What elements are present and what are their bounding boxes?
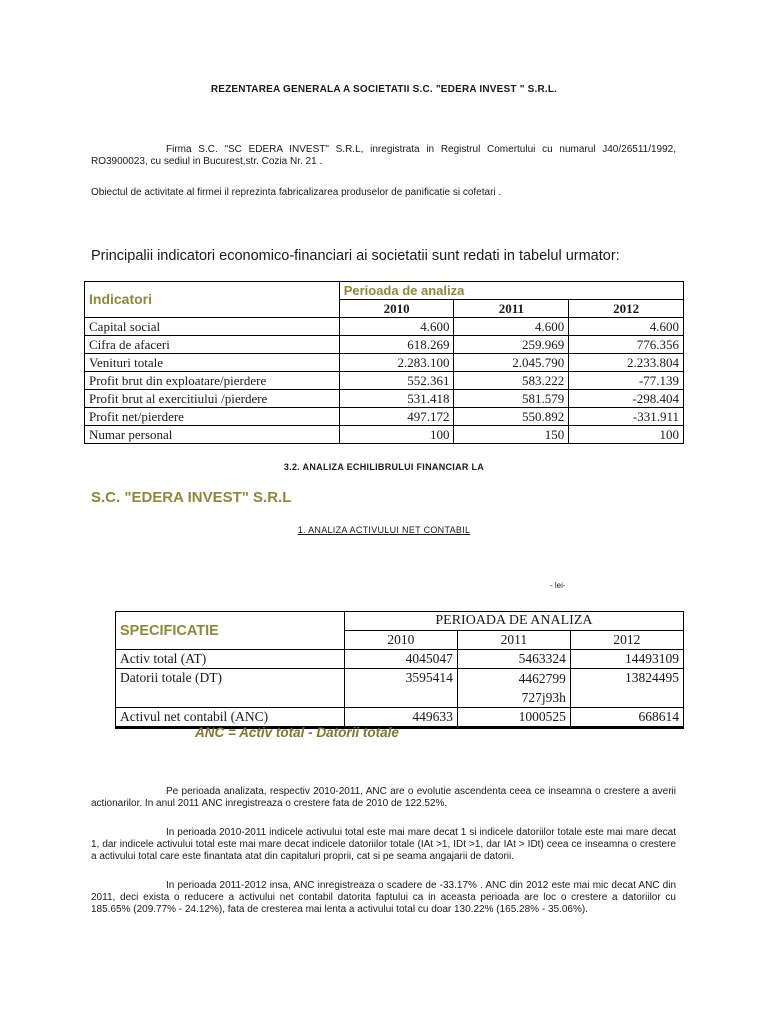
cell-value: 3595414 [344,669,457,708]
cell-value: 14493109 [570,650,683,669]
cell-value: -77.139 [569,372,684,390]
cell-value: 2.283.100 [339,354,454,372]
cell-value: 550.892 [454,408,569,426]
row-label: Activul net contabil (ANC) [116,708,345,728]
cell-value [457,669,570,708]
indicators-lead: Principalii indicatori economico-financiari ai societatii sunt redati in tabelul urmator: [91,248,620,264]
table-row [85,318,684,336]
analysis-paragraph: Pe perioada analizata, respectiv 2010-2011, ANC are o evolutie ascendenta ceea ce inseamna o crestere a averii actionarilor. In anul 2011 ANC inregistreaza o crestere fata de 2010 de 122.52%. [91,786,676,809]
cell-value: 583.222 [454,372,569,390]
unit-label: - lei- [550,581,566,590]
period-header: PERIOADA DE ANALIZA [344,612,683,631]
table-row [85,336,684,354]
cell-value: 4045047 [344,650,457,669]
cell-value: 4.600 [569,318,684,336]
year-header: 2012 [569,300,684,318]
cell-value: 531.418 [339,390,454,408]
cell-value: 449633 [344,708,457,728]
year-header: 2011 [457,631,570,650]
cell-value: 150 [454,426,569,444]
indicators-header: Indicatori [85,282,340,318]
analysis-paragraph: In perioada 2010-2011 indicele activului total este mai mare decat 1 si indicele datoriilor totale este mai mare decat 1, dar indicele activului total este mai mare decat indicele datoriilor totale (IAt >1, IDt >1, dar IAt > IDt) ceea ce inseamna o crestere a activului total care este finantata atat din capitaluri proprii, cat si pe seama angajarii de datorii. [91,827,676,862]
row-label: Capital social [85,318,340,336]
cell-value: 4.600 [339,318,454,336]
cell-value: 668614 [570,708,683,728]
formula-text: ANC = Activ total - Datorii totale [195,725,399,740]
table-row [85,426,684,444]
row-label: Cifra de afaceri [85,336,340,354]
table-row [116,669,684,708]
row-label: Profit net/pierdere [85,408,340,426]
company-heading: S.C. "EDERA INVEST" S.R.L [91,489,292,506]
period-header: Perioada de analiza [339,282,683,300]
table-row [85,354,684,372]
cell-value-main: 4462799 [518,671,566,686]
table-row [116,650,684,669]
analysis-paragraph: In perioada 2011-2012 insa, ANC inregistreaza o scadere de -33.17% . ANC din 2012 este mai mic decat ANC din 2011, deci exista o reducere a activului net contabil datorita faptului ca in aceasta perioada are loc o crestere a datoriilor cu 185.65% (209.77% - 24.12%), fata de cresterea mai lenta a activului total cu doar 130.22% (165.28% - 35.06%). [91,880,676,915]
row-label: Activ total (AT) [116,650,345,669]
cell-value: 259.969 [454,336,569,354]
cell-value: 581.579 [454,390,569,408]
activity-paragraph: Obiectul de activitate al firmei il reprezinta fabricalizarea produselor de panificatie si cofetari . [91,187,502,198]
specification-header: SPECIFICATIE [116,612,345,650]
document-title: REZENTAREA GENERALA A SOCIETATII S.C. "EDERA INVEST " S.R.L. [210,84,558,95]
row-label: Venituri totale [85,354,340,372]
table-row [85,372,684,390]
cell-value: 100 [569,426,684,444]
row-label: Datorii totale (DT) [116,669,345,708]
cell-value-extra: 727j93h [521,690,566,705]
table-row [85,390,684,408]
section-heading: 3.2. ANALIZA ECHILIBRULUI FINANCIAR LA [283,462,485,472]
cell-value: 13824495 [570,669,683,708]
intro-paragraph: Firma S.C. "SC EDERA INVEST" S.R.L, inregistrata in Registrul Comertului cu numarul J40/26511/1992, RO3900023, cu sediul in Bucurest,str. Cozia Nr. 21 . [91,144,676,167]
cell-value: 618.269 [339,336,454,354]
cell-value: -331.911 [569,408,684,426]
net-asset-table [115,611,684,729]
cell-value: 1000525 [457,708,570,728]
year-header: 2010 [344,631,457,650]
row-label: Numar personal [85,426,340,444]
cell-value: 2.233.804 [569,354,684,372]
cell-value: 5463324 [457,650,570,669]
table-row [85,408,684,426]
cell-value: -298.404 [569,390,684,408]
cell-value: 776.356 [569,336,684,354]
year-header: 2011 [454,300,569,318]
cell-value: 100 [339,426,454,444]
row-label: Profit brut al exercitiului /pierdere [85,390,340,408]
row-label: Profit brut din exploatare/pierdere [85,372,340,390]
cell-value: 2.045.790 [454,354,569,372]
indicators-table [84,281,684,444]
subsection-heading: 1. ANALIZA ACTIVULUI NET CONTABIL [297,525,471,535]
year-header: 2010 [339,300,454,318]
cell-value: 4.600 [454,318,569,336]
cell-value: 497.172 [339,408,454,426]
cell-value: 552.361 [339,372,454,390]
year-header: 2012 [570,631,683,650]
